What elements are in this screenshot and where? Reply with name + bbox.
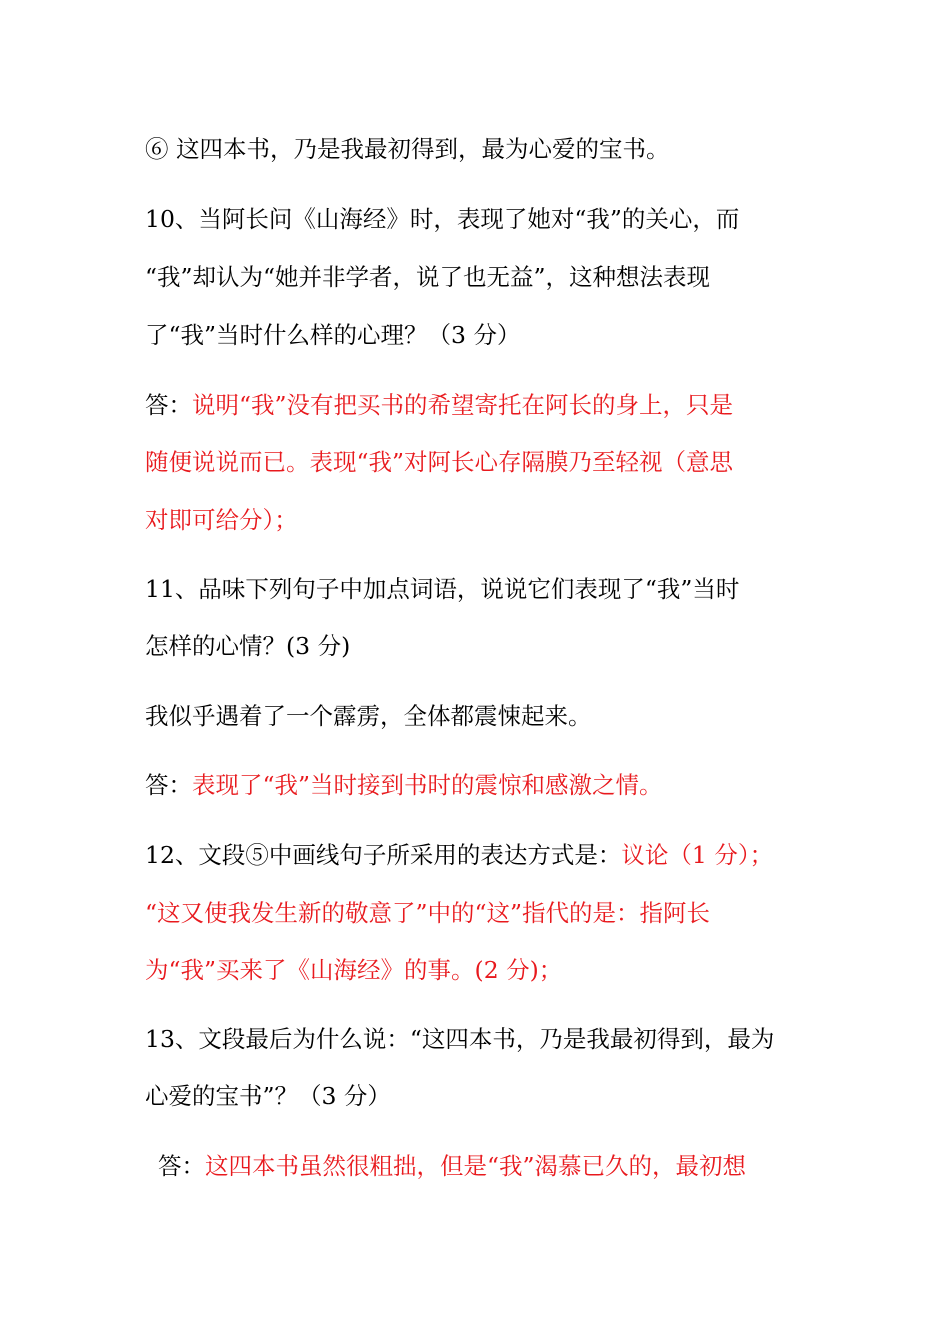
answer-10-line-1 <box>145 390 733 420</box>
answer-10-line-3: 对即可给分）； <box>145 506 298 534</box>
question-10-line-2: “我”却认为“她并非学者，说了也无益”，这种想法表现 <box>145 263 711 291</box>
question-10-line-3: 了“我”当时什么样的心理？（3 分） <box>145 321 521 349</box>
passage-sentence: ⑥ 这四本书，乃是我最初得到，最为心爱的宝书。 <box>145 135 670 163</box>
answer-text: 议论（1 分）； <box>621 841 774 869</box>
answer-13-line-1 <box>158 1151 746 1181</box>
question-13-line-2: 心爱的宝书”？（3 分） <box>145 1082 391 1110</box>
answer-11 <box>145 770 663 800</box>
answer-label: 答： <box>145 771 192 799</box>
question-text: 12、文段⑤中画线句子所采用的表达方式是： <box>145 841 622 869</box>
answer-label: 答： <box>145 391 192 419</box>
answer-12-line-1: “这又使我发生新的敬意了”中的“这”指代的是：指阿长 <box>145 899 711 927</box>
quoted-sentence: 我似乎遇着了一个霹雳，全体都震悚起来。 <box>145 702 592 730</box>
answer-label: 答： <box>158 1152 205 1180</box>
answer-12-line-2: 为“我”买来了《山海经》的事。(2 分)； <box>145 956 563 984</box>
question-13-line-1: 13、文段最后为什么说：“这四本书，乃是我最初得到，最为 <box>145 1025 775 1053</box>
answer-text: 说明“我”没有把买书的希望寄托在阿长的身上，只是 <box>192 391 734 419</box>
question-11-line-1: 11、品味下列句子中加点词语，说说它们表现了“我”当时 <box>145 575 740 603</box>
answer-10-line-2: 随便说说而已。表现“我”对阿长心存隔膜乃至轻视（意思 <box>145 448 734 476</box>
answer-text: 表现了“我”当时接到书时的震惊和感激之情。 <box>192 771 663 799</box>
question-11-line-2: 怎样的心情？(3 分) <box>145 632 351 660</box>
question-10-line-1: 10、当阿长问《山海经》时，表现了她对“我”的关心，而 <box>145 205 740 233</box>
answer-text: 这四本书虽然很粗拙，但是“我”渴慕已久的，最初想 <box>205 1152 747 1180</box>
question-12-line-1 <box>145 840 773 870</box>
